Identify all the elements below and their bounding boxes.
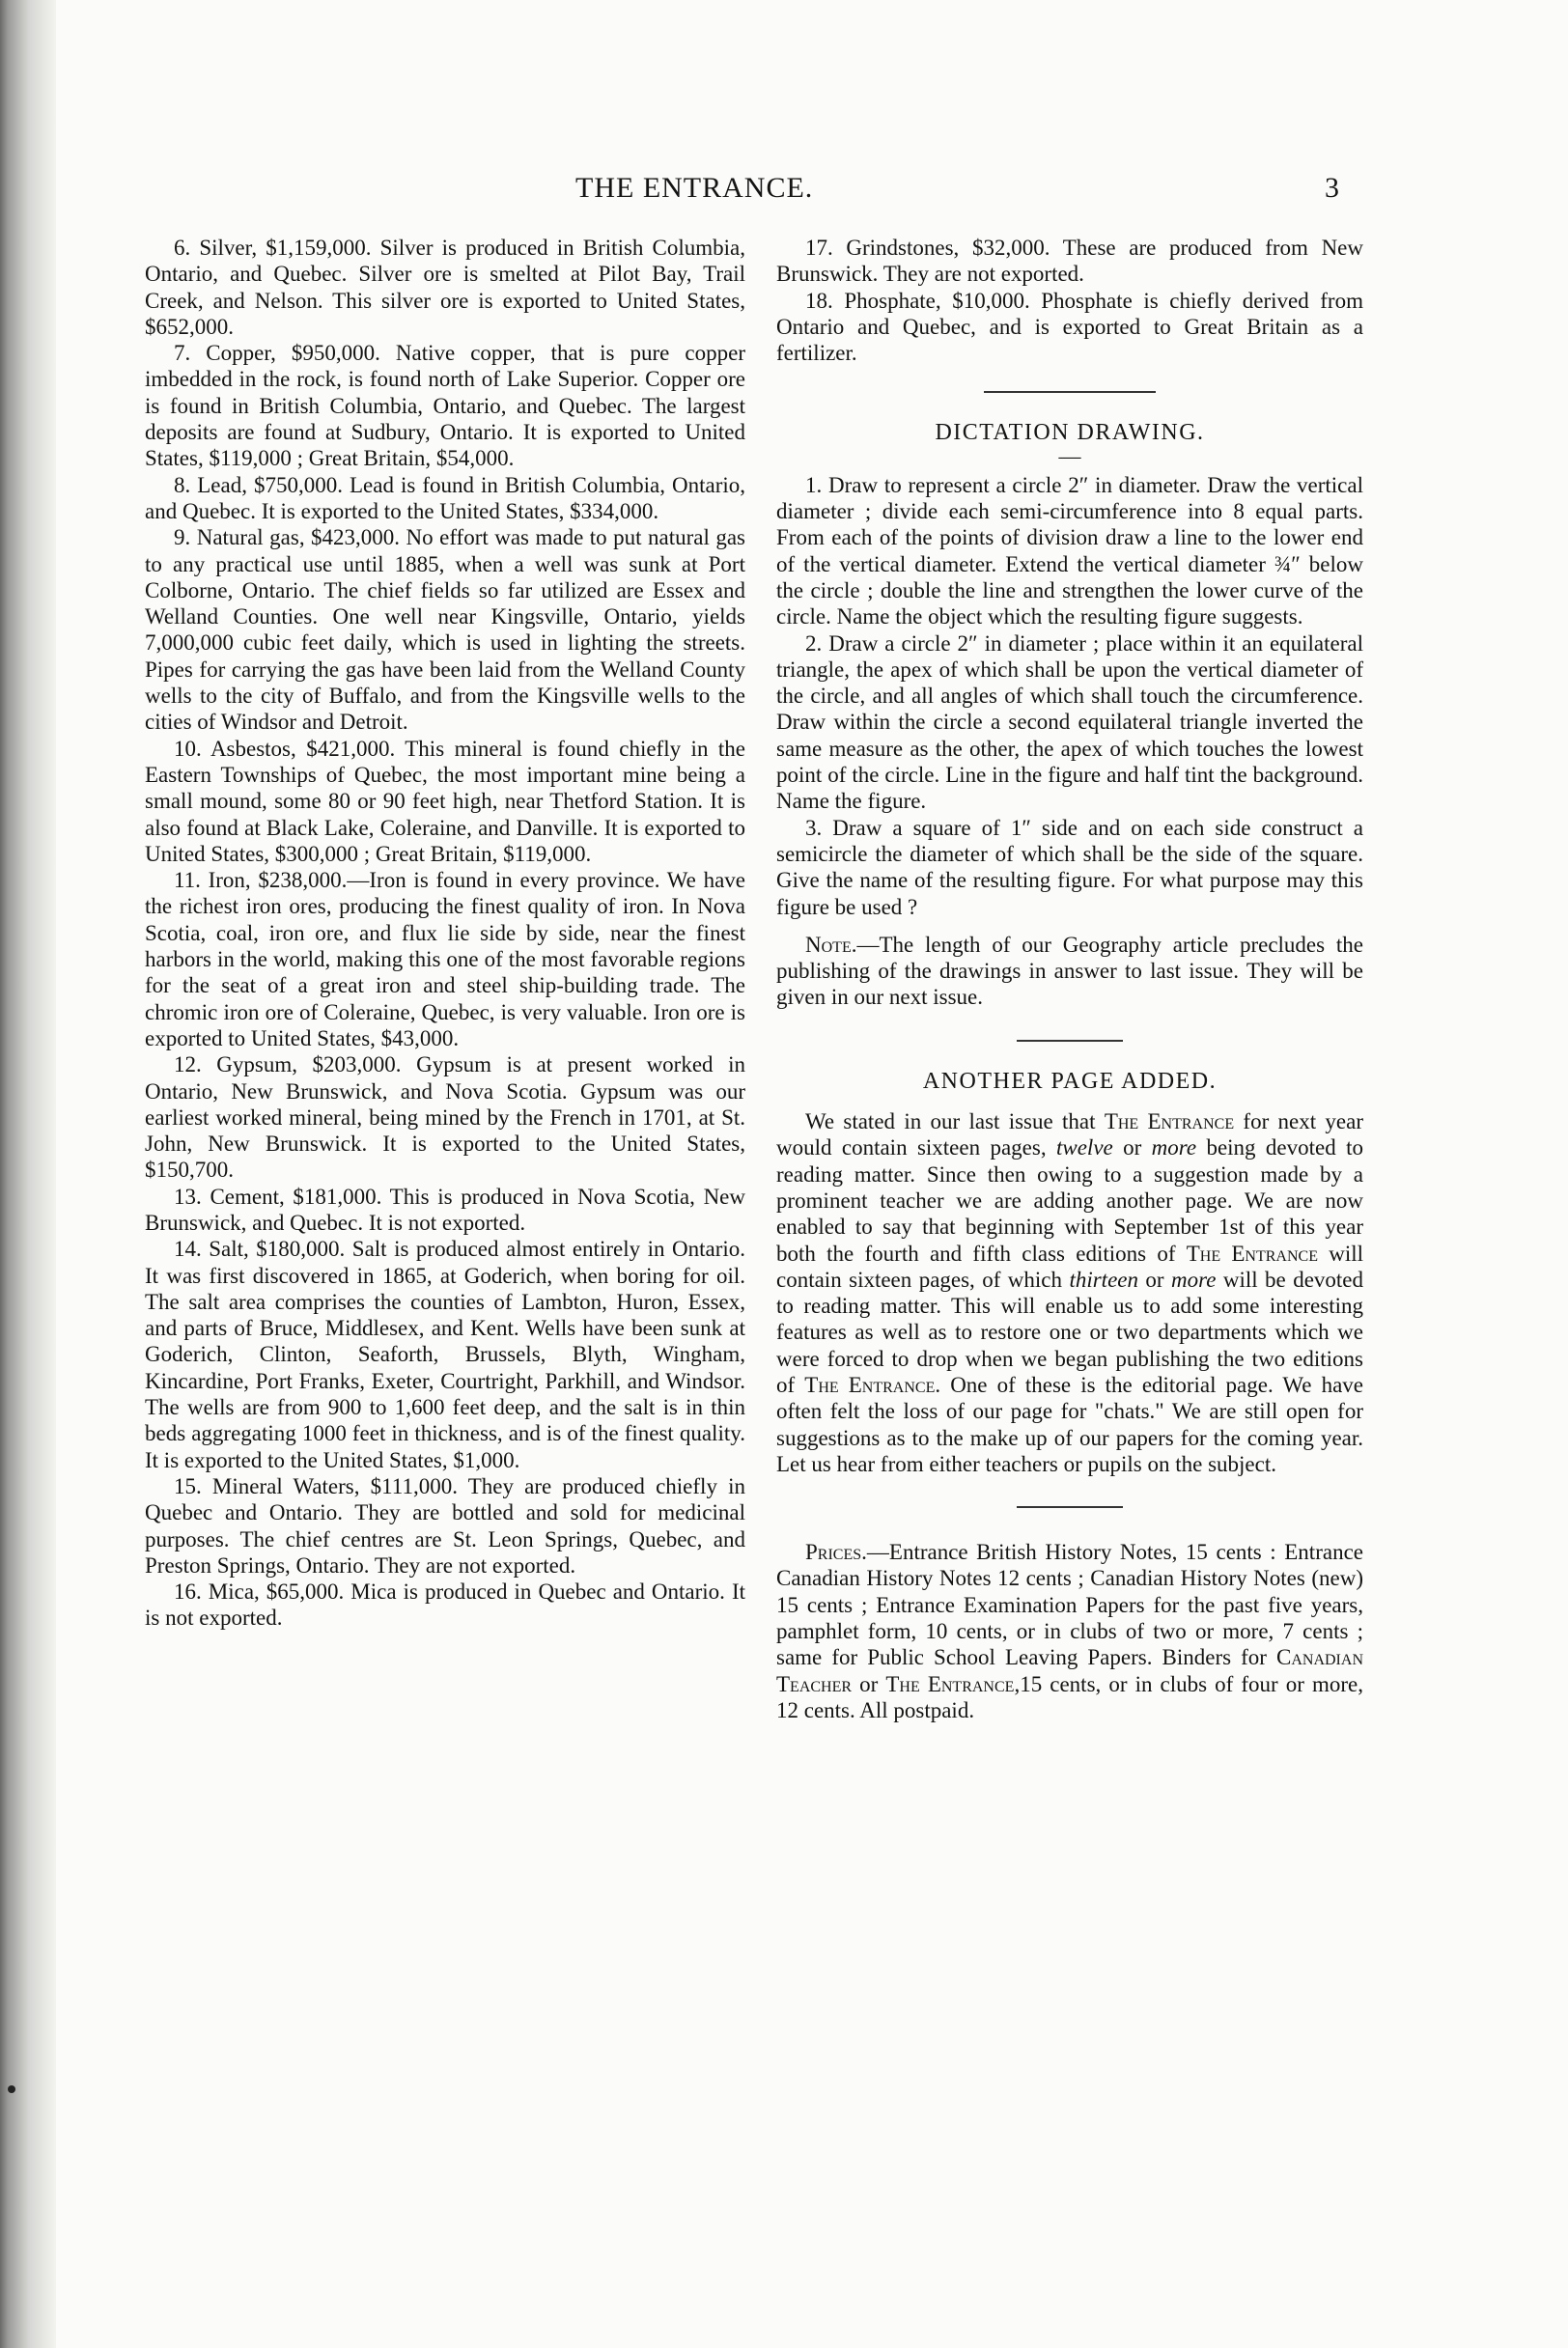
paragraph-salt: 14. Salt, $180,000. Salt is produced almost entirely in Ontario. It was first discovered in 1865, at Goderich, when boring for oil. The salt area comprises the counties of Lambton, Huron, Essex, and parts of Bruce, Middlesex, and Kent. Wells have been sunk at Goderich, Clinton, Seaforth, Brussels, Blyth, Wingham, Kincardine, Port Franks, Exeter, Courtright, Parkhill, and Windsor. The wells are from 900 to 1,600 feet deep, and the salt is in thin beds aggregating 1000 feet in thickness, and is of the finest quality. It is exported to the United States, $1,000. — [145, 1237, 745, 1472]
emphasis: more — [1171, 1267, 1217, 1292]
section-divider — [1017, 1506, 1123, 1508]
dictation-item-2: 2. Draw a circle 2″ in diameter ; place within it an equilateral triangle, the apex of which shall be upon the vertical diameter of the circle, and all angles of which shall touch the circumference. Draw within the circle a second equilateral triangle inverted the same measure as the other, the apex of which touches the lowest point of the circle. Line in the figure and half tint the background. Name the figure. — [776, 630, 1363, 814]
paragraph-cement: 13. Cement, $181,000. This is produced in Nova Scotia, New Brunswick, and Quebec. It is not exported. — [145, 1184, 745, 1235]
paragraph-copper: 7. Copper, $950,000. Native copper, that is pure copper imbedded in the rock, is found north of Lake Superior. Copper ore is found in British Columbia, Ontario, and Quebec. The largest deposits are found at Sudbury, Ontario. It is exported to United States, $119,000 ; Great Britain, $54,000. — [145, 341, 745, 471]
paragraph-phosphate: 18. Phosphate, $10,000. Phosphate is chiefly derived from Ontario and Quebec, and is exported to Great Britain as a fertilizer. — [776, 288, 1363, 366]
paragraph-mica: 16. Mica, $65,000. Mica is produced in Quebec and Ontario. It is not exported. — [145, 1579, 745, 1631]
text-run: being devoted to reading matter. Since then owing to a suggestion made by a prominent teacher we are adding another page. We are now enabled to say that beginning with September 1st of this year both the fourth and fifth class editions of — [776, 1135, 1364, 1266]
text-run: ,15 cents, or in clubs of four or more, 12 cents. All postpaid. — [776, 1671, 1363, 1722]
left-column — [145, 235, 745, 1632]
text-run: will be devoted to reading matter. This will enable us to add some interesting features as well as to restore one or two departments which we were forced to drop when we began publishing the two editions of — [776, 1267, 1363, 1397]
prices-label: Prices. — [805, 1540, 867, 1565]
dictation-note — [776, 932, 1363, 1011]
section-divider — [1017, 1040, 1123, 1042]
publication-name: The Entrance — [804, 1372, 936, 1397]
publication-name: The Entrance — [885, 1671, 1015, 1696]
publication-name: The Entrance — [1104, 1109, 1235, 1134]
paragraph-iron: 11. Iron, $238,000.—Iron is found in every province. We have the richest iron ores, producing the finest quality of iron. In Nova Scotia, coal, iron ore, and flux lie side by side, near the finest harbors in the world, making this one of the most favorable regions for the seat of a great iron and steel ship-building trade. The chromic iron ore of Coleraine, Quebec, is very valuable. Iron ore is exported to United States, $43,000. — [145, 868, 745, 1050]
page-title: THE ENTRANCE. — [575, 172, 814, 204]
publication-name: The Entrance — [1186, 1241, 1318, 1266]
dictation-item-3: 3. Draw a square of 1″ side and on each side construct a semicircle the diameter of which shall be the side of the square. Give the name of the resulting figure. For what purpose may this figure be used ? — [776, 815, 1363, 919]
heading-dash: — — [1058, 443, 1081, 468]
paragraph-lead: 8. Lead, $750,000. Lead is found in British Columbia, Ontario, and Quebec. It is exported to the United States, $334,000. — [145, 472, 745, 523]
text-run: or — [852, 1671, 886, 1696]
page-number: 3 — [1325, 172, 1340, 204]
section-heading-another-page: ANOTHER PAGE ADDED. — [922, 1068, 1218, 1094]
text-run: or — [1138, 1267, 1172, 1292]
prices-paragraph — [776, 1539, 1363, 1723]
text-run: for next year would contain sixteen pages, — [776, 1109, 1364, 1160]
paragraph-grindstones: 17. Grindstones, $32,000. These are produced from New Brunswick. They are not exported. — [776, 236, 1363, 287]
note-text: —The length of our Geography article precludes the publishing of the drawings in answer to last issue. They will be given in our next issue. — [776, 932, 1363, 1010]
book-spine-shadow — [0, 0, 56, 2348]
text-run: . One of these is the editorial page. We have often felt the loss of our page for "chats." We are still open for suggestions as to the make up of our papers for the coming year. Let us hear from either teachers or pupils on the subject. — [776, 1372, 1363, 1476]
paragraph-mineral-waters: 15. Mineral Waters, $111,000. They are produced chiefly in Quebec and Ontario. They are bottled and sold for medicinal purposes. The chief centres are St. Leon Springs, Quebec, and Preston Springs, Ontario. They are not exported. — [145, 1473, 745, 1578]
text-run: —Entrance British History Notes, 15 cents : Entrance Canadian History Notes 12 cents ; Canadian History Notes (new) 15 cents ; Entrance Examination Papers for the past five years, pamphlet form, 10 cents, or in clubs of two or more, 7 cents ; same for Public School Leaving Papers. Binders for — [776, 1540, 1363, 1670]
text-run: will contain sixteen pages, of which — [776, 1241, 1364, 1292]
paragraph-natural-gas: 9. Natural gas, $423,000. No effort was made to put natural gas to any practical use until 1885, when a well was sunk at Port Colborne, Ontario. The chief fields so far utilized are Essex and Welland Counties. One well near Kingsville, Ontario, yields 7,000,000 cubic feet daily, which is used in lighting the streets. Pipes for carrying the gas have been laid from the Welland County wells to the city of Buffalo, and from the Kingsville wells to the cities of Windsor and Detroit. — [145, 525, 745, 735]
emphasis: twelve — [1055, 1135, 1113, 1160]
section-divider — [984, 391, 1156, 393]
note-label: Note. — [805, 932, 857, 957]
right-column — [776, 235, 1363, 1723]
emphasis: thirteen — [1069, 1267, 1138, 1292]
another-page-paragraph — [776, 1108, 1363, 1477]
dictation-item-1: 1. Draw to represent a circle 2″ in diameter. Draw the vertical diameter ; divide each semi-circumference into 8 equal parts. From each of the points of division draw a line to the lower end of the vertical diameter. Extend the vertical diameter ¾″ below the circle ; double the line and strengthen the lower curve of the circle. Name the object which the resulting figure suggests. — [776, 472, 1363, 629]
text-run: or — [1112, 1135, 1152, 1160]
paragraph-silver: 6. Silver, $1,159,000. Silver is produced in British Columbia, Ontario, and Quebec. Silver ore is smelted at Pilot Bay, Trail Creek, and Nelson. This silver ore is exported to United States, $652,000. — [145, 236, 745, 339]
emphasis: more — [1151, 1135, 1197, 1160]
paragraph-gypsum: 12. Gypsum, $203,000. Gypsum is at present worked in Ontario, New Brunswick, and Nova Scotia. Gypsum was our earliest worked mineral, being mined by the French in 1701, at St. John, New Brunswick. It is exported to the United States, $150,700. — [145, 1052, 745, 1183]
paragraph-asbestos: 10. Asbestos, $421,000. This mineral is found chiefly in the Eastern Townships of Quebec, the most important mine being a small mound, some 80 or 90 feet high, near Thetford Station. It is also found at Black Lake, Coleraine, and Danville. It is exported to United States, $300,000 ; Great Britain, $119,000. — [145, 736, 745, 866]
ink-speck — [8, 2085, 15, 2093]
text-run: We stated in our last issue that — [805, 1109, 1105, 1134]
section-heading-dictation: DICTATION DRAWING. — [935, 420, 1205, 446]
publication-name: Canadian Teacher — [776, 1645, 1363, 1696]
